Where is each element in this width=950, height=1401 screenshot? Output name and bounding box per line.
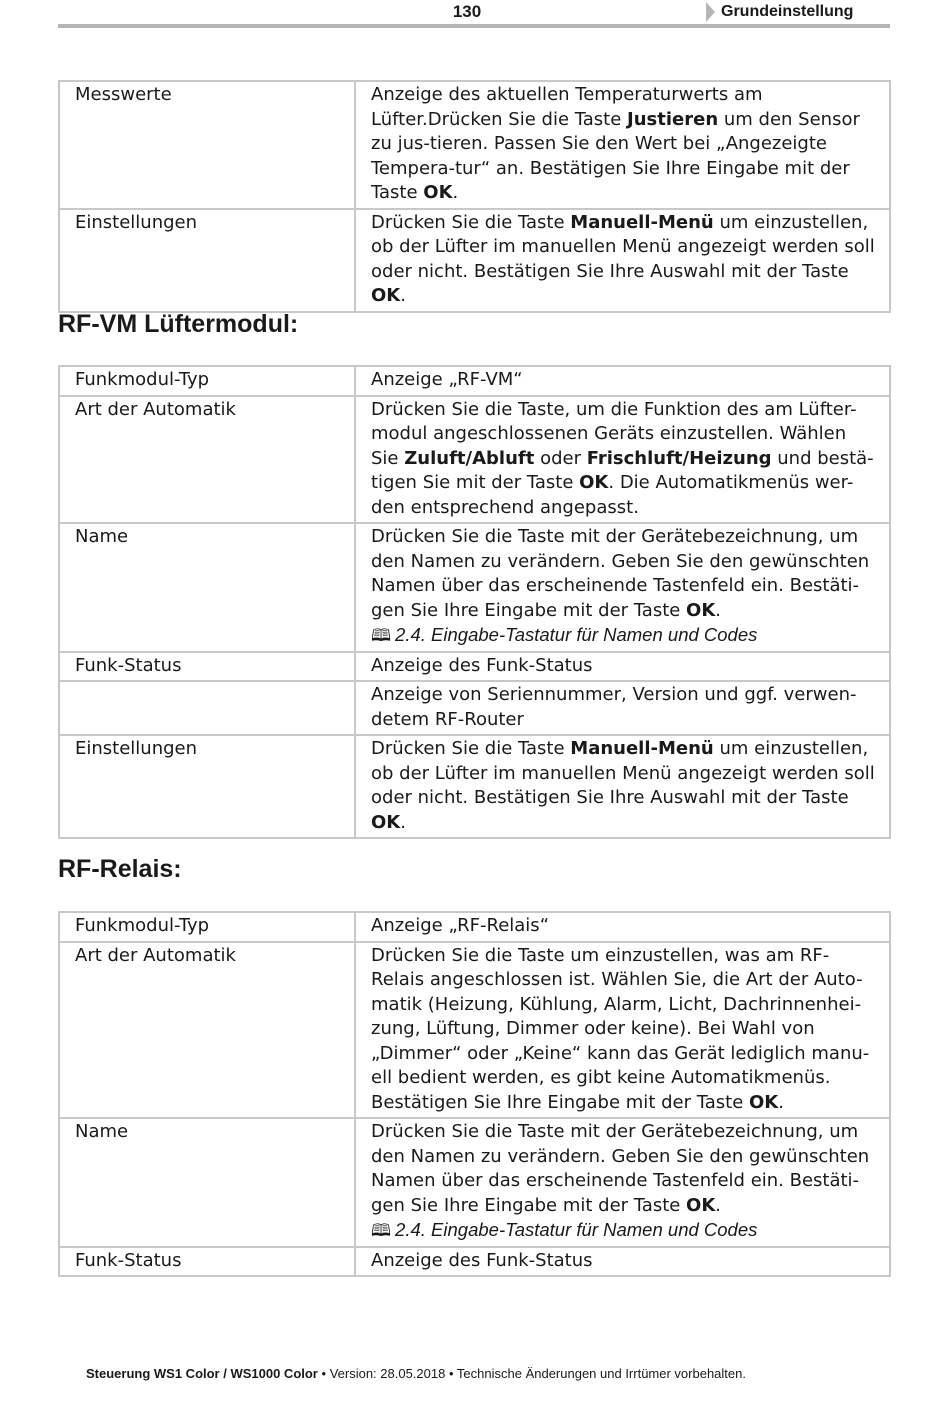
description-text: . — [715, 599, 722, 621]
page-footer — [86, 1366, 876, 1381]
table-row — [59, 681, 890, 735]
table-row — [59, 652, 890, 682]
setting-description — [355, 366, 890, 396]
section-title-rf-relais: RF-Relais: — [58, 855, 182, 883]
description-text: Anzeige des Funk-Status — [371, 1249, 593, 1271]
setting-description — [355, 81, 890, 209]
description-text: Drücken Sie die Taste — [427, 108, 628, 130]
setting-label — [59, 681, 355, 735]
cross-reference — [371, 1218, 879, 1244]
setting-label: Funk-Status — [59, 1247, 355, 1277]
description-text: . — [715, 1194, 722, 1216]
footer-version: Version: 28.05.2018 — [329, 1366, 446, 1381]
table-row — [59, 81, 890, 209]
table-row — [59, 942, 890, 1119]
cross-reference-text: 2.4. Eingabe-Tastatur für Namen und Codes — [395, 1219, 758, 1240]
description-text: . — [452, 182, 459, 203]
setting-description — [355, 209, 890, 312]
setting-description — [355, 942, 890, 1119]
footer-separator: • — [448, 1366, 454, 1381]
footer-separator: • — [321, 1366, 327, 1381]
description-text: Anzeige „RF-Relais“ — [371, 915, 550, 936]
button-name-emphasis: Manuell-Menü — [570, 738, 714, 759]
button-name-emphasis: OK — [579, 472, 609, 493]
setting-label: Funk-Status — [59, 652, 355, 682]
description-text: Drücken Sie die Taste mit der Gerätebezeichnung, um den Namen zu verändern. Geben Sie den gewünschten Namen über das erscheinende Tastenfeld ein. Bestäti-gen Sie Ihre Eingabe mit der Taste — [371, 526, 870, 621]
page-number: 130 — [452, 2, 482, 21]
description-text: um den Sensor zu jus-tieren. Passen Sie den Wert bei „Angezeigte Tempera-tur“ an. Bestätigen Sie Ihre Eingabe mit der Taste — [371, 108, 860, 203]
description-text: . — [400, 811, 406, 833]
setting-description — [355, 652, 890, 682]
setting-description — [355, 1247, 890, 1277]
description-text: Anzeige des aktuellen Temperaturwerts am Lüfter. — [371, 84, 763, 130]
button-name-emphasis: Manuell-Menü — [570, 211, 714, 233]
setting-label: Einstellungen — [59, 735, 355, 838]
setting-description — [355, 735, 890, 838]
description-text: oder — [534, 447, 587, 469]
setting-description — [355, 681, 890, 735]
book-icon: 🕮 — [371, 1221, 392, 1240]
header-section-title — [706, 2, 853, 22]
cross-reference — [371, 623, 879, 649]
setting-label: Art der Automatik — [59, 396, 355, 524]
table-row — [59, 366, 890, 396]
table-row — [59, 523, 890, 652]
cross-reference-text: 2.4. Eingabe-Tastatur für Namen und Codes — [395, 624, 758, 645]
table-row — [59, 396, 890, 524]
footer-disclaimer: Technische Änderungen und Irrtümer vorbehalten. — [456, 1366, 746, 1381]
description-text: Anzeige „RF-VM“ — [371, 369, 523, 390]
description-text: Drücken Sie die Taste, um die Funktion des am Lüfter-modul angeschlossenen Geräts einzustellen. Wählen Sie — [371, 398, 857, 469]
setting-description — [355, 523, 890, 652]
book-icon: 🕮 — [371, 626, 392, 645]
chevron-right-icon — [706, 2, 715, 22]
button-name-emphasis: OK — [371, 285, 401, 306]
setting-label: Name — [59, 1118, 355, 1247]
setting-description — [355, 1118, 890, 1247]
header-divider — [58, 24, 890, 28]
button-name-emphasis: OK — [371, 811, 401, 833]
setting-description — [355, 912, 890, 942]
button-name-emphasis: Justieren — [627, 108, 719, 130]
description-text: Drücken Sie die Taste um einzustellen, was am RF-Relais angeschlossen ist. Wählen Sie, die Art der Auto-matik (Heizung, Kühlung, Alarm, Licht, Dachrinnenhei-zung, Lüftung, Dimmer oder keine). Bei Wahl von „Dimmer“ oder „Keine“ kann das Gerät lediglich manu-ell bedient werden, es gibt keine Automatikmenüs. Bestätigen Sie Ihre Eingabe mit der Taste — [371, 944, 870, 1113]
description-text: um einzustellen, ob der Lüfter im manuellen Menü angezeigt werden soll oder nicht. Bestätigen Sie Ihre Auswahl mit der Taste — [371, 211, 875, 282]
description-text: Anzeige von Seriennummer, Version und ggf. verwen-detem RF-Router — [371, 684, 857, 730]
settings-table-measurements — [58, 80, 891, 313]
setting-label: Art der Automatik — [59, 942, 355, 1119]
table-row — [59, 735, 890, 838]
section-title-rf-vm: RF-VM Lüftermodul: — [58, 310, 299, 338]
button-name-emphasis: OK — [686, 599, 716, 621]
description-text: . — [400, 285, 406, 306]
button-name-emphasis: OK — [423, 182, 453, 203]
setting-description — [355, 396, 890, 524]
description-text: Drücken Sie die Taste — [371, 211, 571, 233]
setting-label: Funkmodul-Typ — [59, 366, 355, 396]
description-text: Drücken Sie die Taste mit der Gerätebezeichnung, um den Namen zu verändern. Geben Sie den gewünschten Namen über das erscheinende Tastenfeld ein. Bestäti-gen Sie Ihre Eingabe mit der Taste — [371, 1121, 870, 1216]
description-text: um einzustellen, ob der Lüfter im manuellen Menü angezeigt werden soll oder nicht. Bestätigen Sie Ihre Auswahl mit der Taste — [371, 738, 875, 808]
button-name-emphasis: Frischluft/Heizung — [586, 447, 772, 469]
button-name-emphasis: OK — [749, 1091, 779, 1113]
description-text: Drücken Sie die Taste — [371, 738, 571, 759]
description-text: Anzeige des Funk-Status — [371, 654, 593, 676]
setting-label: Messwerte — [59, 81, 355, 209]
table-row — [59, 912, 890, 942]
description-text: . Die Automatikmenüs wer-den entsprechend angepasst. — [371, 472, 854, 518]
table-row — [59, 1247, 890, 1277]
button-name-emphasis: OK — [686, 1194, 716, 1216]
section-label: Grundeinstellung — [721, 3, 854, 20]
table-row — [59, 1118, 890, 1247]
settings-table-rf-vm — [58, 365, 891, 839]
description-text: . — [778, 1091, 784, 1113]
table-row — [59, 209, 890, 312]
setting-label: Funkmodul-Typ — [59, 912, 355, 942]
settings-table-rf-relais — [58, 911, 891, 1277]
setting-label: Name — [59, 523, 355, 652]
button-name-emphasis: Zuluft/Abluft — [404, 447, 535, 469]
setting-label: Einstellungen — [59, 209, 355, 312]
footer-product: Steuerung WS1 Color / WS1000 Color — [86, 1366, 318, 1381]
description-text: und bestä-tigen Sie mit der Taste — [371, 447, 874, 493]
